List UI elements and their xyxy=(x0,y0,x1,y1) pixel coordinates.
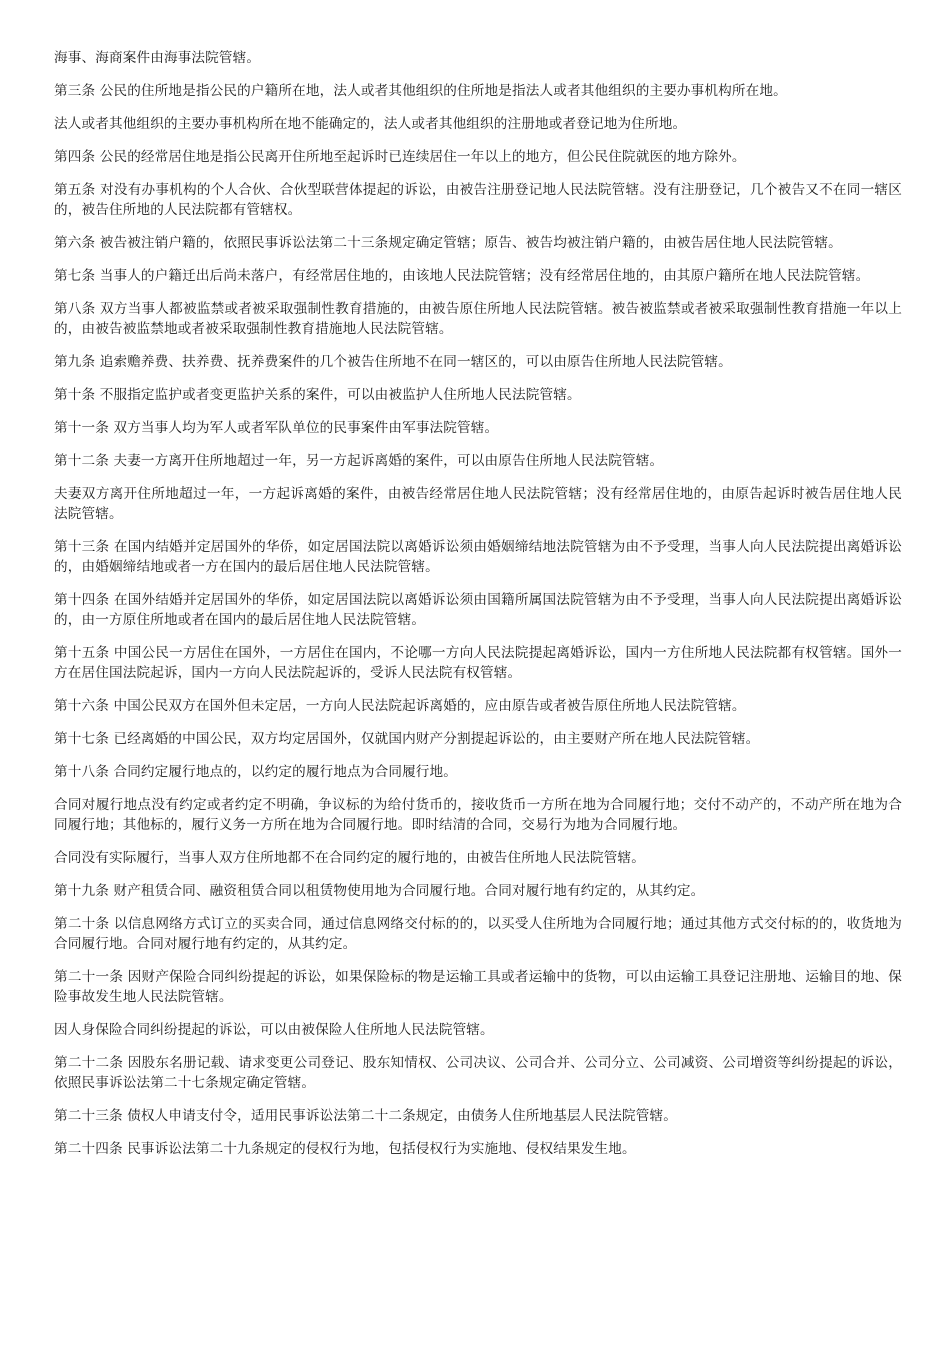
paragraph-article-3-cont: 法人或者其他组织的主要办事机构所在地不能确定的，法人或者其他组织的注册地或者登记地为住所地。 xyxy=(54,116,687,132)
paragraph-article-23: 第二十三条 债权人申请支付令，适用民事诉讼法第二十二条规定，由债务人住所地基层人民法院管辖。 xyxy=(54,1108,677,1124)
paragraph-article-16: 第十六条 中国公民双方在国外但未定居，一方向人民法院起诉离婚的，应由原告或者被告原住所地人民法院管辖。 xyxy=(54,698,746,714)
paragraph-article-22: 第二十二条 因股东名册记载、请求变更公司登记、股东知情权、公司决议、公司合并、公司分立、公司减资、公司增资等纠纷提起的诉讼，依照民事诉讼法第二十七条规定确定管辖。 xyxy=(54,1055,902,1091)
paragraph-article-5: 第五条 对没有办事机构的个人合伙、合伙型联营体提起的诉讼，由被告注册登记地人民法院管辖。没有注册登记，几个被告又不在同一辖区的，被告住所地的人民法院都有管辖权。 xyxy=(54,182,902,218)
paragraph-article-21: 第二十一条 因财产保险合同纠纷提起的诉讼，如果保险标的物是运输工具或者运输中的货物，可以由运输工具登记注册地、运输目的地、保险事故发生地人民法院管辖。 xyxy=(54,969,902,1005)
paragraph-article-18: 第十八条 合同约定履行地点的，以约定的履行地点为合同履行地。 xyxy=(54,764,458,780)
paragraph-article-18-cont-2: 合同没有实际履行，当事人双方住所地都不在合同约定的履行地的，由被告住所地人民法院管辖。 xyxy=(54,850,645,866)
paragraph-maritime-court: 海事、海商案件由海事法院管辖。 xyxy=(54,50,261,66)
paragraph-article-18-cont-1: 合同对履行地点没有约定或者约定不明确，争议标的为给付货币的，接收货币一方所在地为合同履行地；交付不动产的，不动产所在地为合同履行地；其他标的，履行义务一方所在地为合同履行地。即时结清的合同，交易行为地为合同履行地。 xyxy=(54,797,902,833)
paragraph-article-11: 第十一条 双方当事人均为军人或者军队单位的民事案件由军事法院管辖。 xyxy=(54,420,499,436)
paragraph-article-9: 第九条 追索赡养费、扶养费、抚养费案件的几个被告住所地不在同一辖区的，可以由原告住所地人民法院管辖。 xyxy=(54,354,732,370)
paragraph-article-21-cont: 因人身保险合同纠纷提起的诉讼，可以由被保险人住所地人民法院管辖。 xyxy=(54,1022,494,1038)
paragraph-article-6: 第六条 被告被注销户籍的，依照民事诉讼法第二十三条规定确定管辖；原告、被告均被注销户籍的，由被告居住地人民法院管辖。 xyxy=(54,235,842,251)
paragraph-article-7: 第七条 当事人的户籍迁出后尚未落户，有经常居住地的，由该地人民法院管辖；没有经常居住地的，由其原户籍所在地人民法院管辖。 xyxy=(54,268,870,284)
paragraph-article-12: 第十二条 夫妻一方离开住所地超过一年，另一方起诉离婚的案件，可以由原告住所地人民法院管辖。 xyxy=(54,453,664,469)
paragraph-article-19: 第十九条 财产租赁合同、融资租赁合同以租赁物使用地为合同履行地。合同对履行地有约定的，从其约定。 xyxy=(54,883,705,899)
paragraph-article-14: 第十四条 在国外结婚并定居国外的华侨，如定居国法院以离婚诉讼须由国籍所属国法院管辖为由不予受理，当事人向人民法院提出离婚诉讼的，由一方原住所地或者在国内的最后居住地人民法院管辖。 xyxy=(54,592,902,628)
paragraph-article-4: 第四条 公民的经常居住地是指公民离开住所地至起诉时已连续居住一年以上的地方，但公民住院就医的地方除外。 xyxy=(54,149,746,165)
paragraph-article-10: 第十条 不服指定监护或者变更监护关系的案件，可以由被监护人住所地人民法院管辖。 xyxy=(54,387,581,403)
paragraph-article-20: 第二十条 以信息网络方式订立的买卖合同，通过信息网络交付标的的，以买受人住所地为合同履行地；通过其他方式交付标的的，收货地为合同履行地。合同对履行地有约定的，从其约定。 xyxy=(54,916,902,952)
paragraph-article-8: 第八条 双方当事人都被监禁或者被采取强制性教育措施的，由被告原住所地人民法院管辖。被告被监禁或者被采取强制性教育措施一年以上的，由被告被监禁地或者被采取强制性教育措施地人民法院管辖。 xyxy=(54,301,902,337)
paragraph-article-3: 第三条 公民的住所地是指公民的户籍所在地，法人或者其他组织的住所地是指法人或者其他组织的主要办事机构所在地。 xyxy=(54,83,787,99)
paragraph-article-24: 第二十四条 民事诉讼法第二十九条规定的侵权行为地，包括侵权行为实施地、侵权结果发生地。 xyxy=(54,1141,636,1157)
paragraph-article-12-cont: 夫妻双方离开住所地超过一年，一方起诉离婚的案件，由被告经常居住地人民法院管辖；没有经常居住地的，由原告起诉时被告居住地人民法院管辖。 xyxy=(54,486,902,522)
paragraph-article-17: 第十七条 已经离婚的中国公民，双方均定居国外，仅就国内财产分割提起诉讼的，由主要财产所在地人民法院管辖。 xyxy=(54,731,760,747)
paragraph-article-15: 第十五条 中国公民一方居住在国外，一方居住在国内，不论哪一方向人民法院提起离婚诉讼，国内一方住所地人民法院都有权管辖。国外一方在居住国法院起诉，国内一方向人民法院起诉的，受诉人民法院有权管辖。 xyxy=(54,645,902,681)
paragraph-article-13: 第十三条 在国内结婚并定居国外的华侨，如定居国法院以离婚诉讼须由婚姻缔结地法院管辖为由不予受理，当事人向人民法院提出离婚诉讼的，由婚姻缔结地或者一方在国内的最后居住地人民法院管辖。 xyxy=(54,539,902,575)
